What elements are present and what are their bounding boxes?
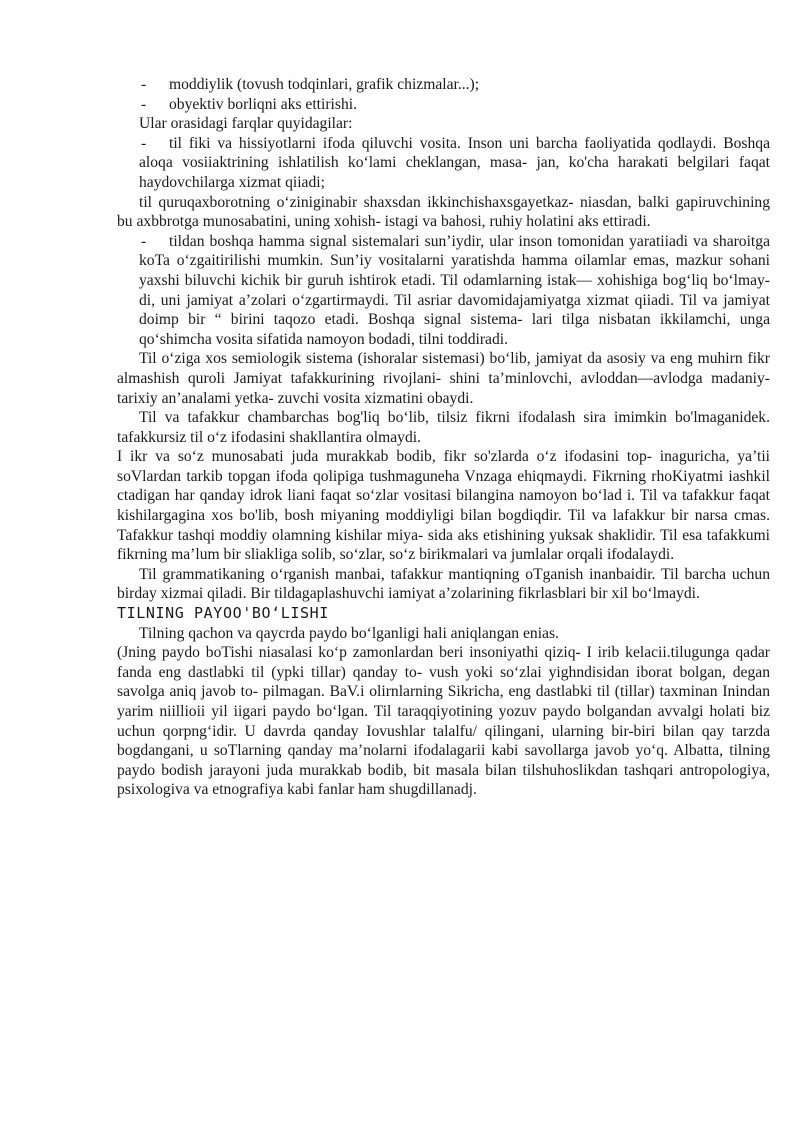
paragraph-text: tildan boshqa hamma signal sistemalari sun’iydir, ular inson tomonidan yaratiiadi va sharoitga koTa o‘zgaitirilishi mumkin. Sun’iy vositalarni yaratishda hamma oilamlar emas, mazkur sohani yaxshi biluvchi kichik bir guruh ishtirok etadi. Til odamlarning istak— xohishiga bog‘liq bo‘lmay- di, uni jamiyat a’zolari o‘zgartirmaydi. Til asriar davomidajamiyatga xizmat qiiadi. Til va jamiyat doimp bir “ birini taqozo etadi. Boshqa signal sistema- lari tilga nisbatan ikkilamchi, unga qo‘shimcha vosita sifatida namoyon bodadi, tilni toddiradi. bbox=[139, 232, 770, 348]
document-page bbox=[117, 75, 770, 800]
list-item-text: obyektiv borliqni aks ettirishi. bbox=[169, 95, 357, 113]
paragraph-bullet bbox=[117, 232, 770, 350]
paragraph: til quruqaxborotning o‘ziniginabir shaxsdan ikkinchishaxsgayetkaz- niasdan, balki gapiruvchining bu axbbrotga munosabatini, uning xohish- istagi va bahosi, ruhiy holatini aks ettiradi. bbox=[117, 193, 770, 231]
paragraph: Til va tafakkur chambarchas bog'liq bo‘lib, tilsiz fikrni ifodalash sira imimkin bo'lmaganidek. tafakkursiz til o‘z ifodasini shakllantira olmaydi. bbox=[117, 409, 770, 446]
list-item-text: moddiylik (tovush todqinlari, grafik chizmalar...); bbox=[169, 76, 480, 93]
list-item bbox=[117, 75, 770, 95]
paragraph: Til grammatikaning o‘rganish manbai, tafakkur mantiqning oTganish inanbaidir. Til barcha uchun birday xizmai qiladi. Bir tildagaplashuvchi iamiyat a’zolarining fikrlasblari bir xil bo‘lmaydi. bbox=[117, 565, 770, 603]
paragraph-text: til fiki va hissiyotlarni ifoda qiluvchi vosita. Inson uni barcha faoliyatida qodlaydi. Boshqa aloqa vosiiaktrining ishlatilish ko‘lami cheklangan, masa- jan, ko'cha harakati belgilari faqat haydovchilarga xizmat qiiadi; bbox=[139, 134, 770, 191]
section-heading: TILNING PAYOO'BO‘LISHI bbox=[117, 604, 329, 623]
list-item bbox=[117, 95, 770, 115]
paragraph: Ular orasidagi farqlar quyidagilar: bbox=[139, 115, 353, 133]
paragraph: I ikr va so‘z munosabati juda murakkab bodib, fikr so'zlarda o‘z ifodasini top- inaguricha, ya’tii soVlardan tarkib topgan ifoda qolipiga tushmaguneha Vnzaga ehiqmaydi. Fikrning rhoKiyatmi iashkil ctadigan har qanday idrok liani faqat so‘zlar vositasi bilangina namoyon bo‘lad i. Til va tafakkur faqat kishilargagina xos bo'lib, bosh miyaning moddiyligi bilan bogdiqdir. Til va lafakkur bir narsa cmas. Tafakkur tashqi moddiy olamning kishilar miya- sida aks etishining yuksak shaklidir. Til esa tafakkumi fikrning ma’lum bir sliakliga solib, so‘zlar, so‘z birikmalari va jumlalar orqali ifodalaydi. bbox=[117, 448, 770, 564]
bullet-dash: - bbox=[141, 134, 147, 152]
paragraph-bullet bbox=[117, 134, 770, 193]
bullet-dash: - bbox=[141, 76, 147, 93]
paragraph: Til o‘ziga xos semiologik sistema (ishoralar sistemasi) bo‘lib, jamiyat da asosiy va eng muhirn fikr almashish quroli Jamiyat tafakkurining rivojlani- shini ta’minlovchi, avloddan—avlodga madaniy-tarixiy an’analami yetka- zuvchi vosita xizmatini obaydi. bbox=[117, 350, 770, 407]
paragraph: (Jning paydo boTishi niasalasi ko‘p zamonlardan beri insoniyathi qiziq- I irib kelacii.tilugunga qadar fanda eng dastlabki til (ypki tillar) qanday to- vush yoki so‘zlai yighndisidan iborat bolgan, degan savolga aniq javob to- pilmagan. BaV.i olirnlarning Sikricha, eng dastlabki til (tillar) taxminan Inindan yarim niillioii yil iigari paydo bo‘lgan. Til taraqqiyotining yozuv paydo bolgandan avvalgi holati biz uchun qorpng‘idir. U davrda qanday Iovushlar talalfu/ qilingani, ularning bir-biri bilan qay tarzda bogdangani, u soTlarning qanday ma’nolarni ifodalagarii kabi savollarga javob yo‘q. Albatta, tilning paydo bodish jarayoni juda murakkab bodib, bit masala bilan tilshuhoslikdan tashqari antropologiya, psixologiva va etnografiya kabi fanlar ham shugdillanadj. bbox=[117, 644, 770, 799]
paragraph: Tilning qachon va qaycrda paydo bo‘lganligi hali aniqlangan enias. bbox=[139, 624, 559, 642]
bullet-dash: - bbox=[141, 232, 147, 250]
bullet-dash: - bbox=[141, 95, 147, 113]
